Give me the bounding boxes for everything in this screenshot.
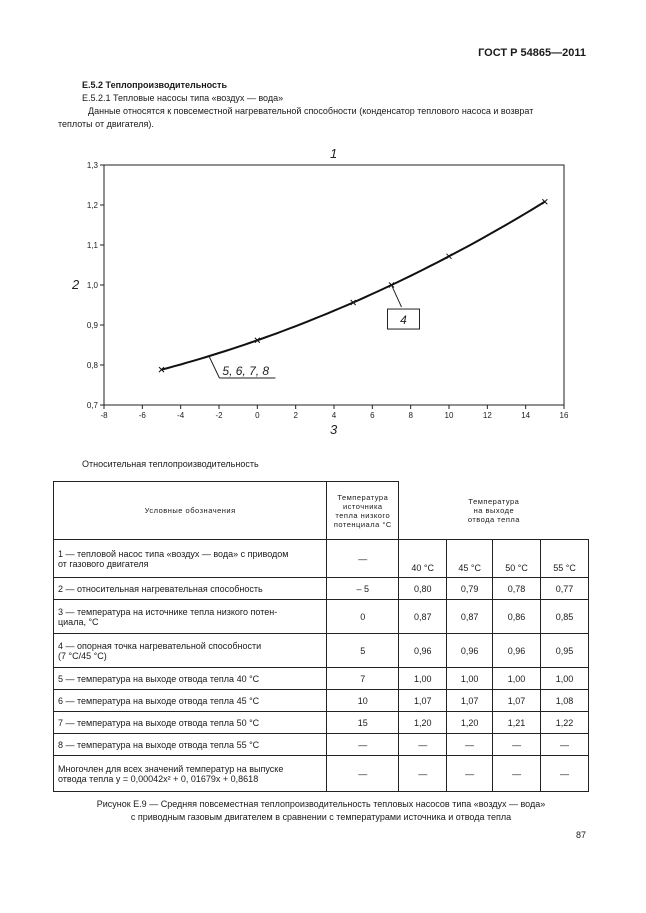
x-tick-label: 16 xyxy=(559,411,569,420)
header-line: источника xyxy=(342,501,383,511)
x-tick-label: 12 xyxy=(482,411,492,420)
row-source-temperature: – 5 xyxy=(327,578,399,600)
row-capacity-value: — xyxy=(399,734,447,756)
row-capacity-value: — xyxy=(541,734,589,756)
x-tick-label: 2 xyxy=(293,411,298,420)
row-capacity-value: 0,77 xyxy=(541,578,589,600)
row-designation: 8 — температура на выходе отвода тепла 55 °С xyxy=(54,734,327,756)
table-row xyxy=(54,712,589,734)
row-source-temperature: 7 xyxy=(327,668,399,690)
row-capacity-value: 0,85 xyxy=(541,600,589,634)
row-source-temperature: 10 xyxy=(327,690,399,712)
row-designation: 4 — опорная точка нагревательной способности (7 °С/45 °С) xyxy=(54,634,327,668)
header-line: тепла низкого xyxy=(335,510,391,520)
row-capacity-value: 1,07 xyxy=(399,690,447,712)
row-capacity-value: — xyxy=(447,756,493,792)
subheader-temperature: 55 °С xyxy=(541,540,589,578)
table-row xyxy=(54,734,589,756)
x-tick-label: 8 xyxy=(408,411,413,420)
row-capacity-value: 0,96 xyxy=(447,634,493,668)
header-outlet-temperature xyxy=(399,482,589,540)
header-line: потенциала °С xyxy=(333,519,392,529)
plot-frame xyxy=(104,165,564,405)
header-designations: Условные обозначения xyxy=(54,482,327,540)
y-tick-label: 0,8 xyxy=(86,361,98,370)
figure-caption-line: Рисунок Е.9 — Средняя повсеместная теплопроизводительность тепловых насосов типа «воздух — вода» xyxy=(96,799,546,809)
table-row xyxy=(54,634,589,668)
x-tick-label: -2 xyxy=(215,411,223,420)
row-source-temperature: — xyxy=(327,540,399,578)
y-tick-label: 1,1 xyxy=(86,241,98,250)
callout-label-4: 4 xyxy=(400,313,407,328)
row-capacity-value: — xyxy=(493,756,541,792)
y-tick-label: 1,2 xyxy=(86,201,98,210)
callout-label-5-8: 5, 6, 7, 8 xyxy=(222,364,270,379)
series-line xyxy=(162,202,545,370)
row-capacity-value: 1,21 xyxy=(493,712,541,734)
section-title: Е.5.2 Теплопроизводительность xyxy=(82,80,228,90)
x-tick-label: 4 xyxy=(331,411,337,420)
x-tick-label: -8 xyxy=(100,411,108,420)
x-tick-label: 6 xyxy=(370,411,375,420)
figure-caption xyxy=(53,798,589,824)
x-axis-label: 3 xyxy=(330,422,338,437)
row-capacity-value: 1,00 xyxy=(447,668,493,690)
table-caption: Относительная теплопроизводительность xyxy=(82,459,259,469)
row-capacity-value: 0,86 xyxy=(493,600,541,634)
row-capacity-value: 0,96 xyxy=(399,634,447,668)
row-capacity-value: 0,79 xyxy=(447,578,493,600)
table-row xyxy=(54,690,589,712)
row-designation: 7 — температура на выходе отвода тепла 50 °С xyxy=(54,712,327,734)
row-capacity-value: 1,00 xyxy=(541,668,589,690)
subsection-title: Е.5.2.1 Тепловые насосы типа «воздух — вода» xyxy=(82,93,284,103)
row-capacity-value: 1,20 xyxy=(399,712,447,734)
table-row xyxy=(54,668,589,690)
row-designation: Многочлен для всех значений температур на выпуске отвода тепла y = 0,00042x² + 0, 01679x + 0,8618 xyxy=(54,756,327,792)
row-capacity-value: — xyxy=(399,756,447,792)
row-capacity-value: 0,87 xyxy=(447,600,493,634)
row-capacity-value: 0,80 xyxy=(399,578,447,600)
y-axis-label: 2 xyxy=(72,277,80,292)
subheader-temperature: 45 °С xyxy=(447,540,493,578)
row-designation: 5 — температура на выходе отвода тепла 40 °С xyxy=(54,668,327,690)
legend-table xyxy=(53,481,589,792)
row-capacity-value: 1,07 xyxy=(447,690,493,712)
x-tick-label: 14 xyxy=(521,411,531,420)
heating-capacity-chart xyxy=(60,140,580,440)
header-line: Температура xyxy=(337,492,389,502)
row-capacity-value: 1,00 xyxy=(399,668,447,690)
row-capacity-value: 1,08 xyxy=(541,690,589,712)
row-capacity-value: 1,22 xyxy=(541,712,589,734)
row-capacity-value: 0,87 xyxy=(399,600,447,634)
page-number: 87 xyxy=(575,830,586,840)
table-header-row xyxy=(54,482,589,540)
row-source-temperature: 0 xyxy=(327,600,399,634)
callout-leader xyxy=(209,357,219,378)
header-line: на выходе xyxy=(473,505,515,515)
table-row xyxy=(54,578,589,600)
subheader-temperature: 40 °С xyxy=(399,540,447,578)
header-line: Температура xyxy=(468,496,520,506)
row-capacity-value: 1,00 xyxy=(493,668,541,690)
header-line: отвода тепла xyxy=(467,514,520,524)
y-tick-label: 0,9 xyxy=(86,321,98,330)
row-designation: 3 — температура на источнике тепла низкого потен- циала, °С xyxy=(54,600,327,634)
row-source-temperature: — xyxy=(327,756,399,792)
subheader-temperature: 50 °С xyxy=(493,540,541,578)
x-tick-label: -6 xyxy=(138,411,146,420)
y-tick-label: 1,3 xyxy=(86,161,98,170)
row-capacity-value: — xyxy=(493,734,541,756)
x-tick-label: 0 xyxy=(255,411,260,420)
row-capacity-value: 0,95 xyxy=(541,634,589,668)
chart-title: 1 xyxy=(330,146,338,161)
callout-leader xyxy=(392,285,402,307)
table-row xyxy=(54,600,589,634)
description-line: теплоты от двигателя). xyxy=(58,119,154,129)
row-capacity-value: — xyxy=(541,756,589,792)
table-subheader-row xyxy=(54,540,589,578)
table-row xyxy=(54,756,589,792)
x-tick-label: 10 xyxy=(444,411,454,420)
row-source-temperature: 5 xyxy=(327,634,399,668)
header-source-temperature xyxy=(327,482,399,540)
figure-caption-line: с приводным газовым двигателем в сравнении с температурами источника и отвода тепла xyxy=(130,812,512,822)
y-tick-label: 0,7 xyxy=(86,401,98,410)
row-designation: 1 — тепловой насос типа «воздух — вода» с приводом от газового двигателя xyxy=(54,540,327,578)
x-tick-label: -4 xyxy=(177,411,185,420)
row-capacity-value: 0,78 xyxy=(493,578,541,600)
row-capacity-value: 1,20 xyxy=(447,712,493,734)
row-capacity-value: — xyxy=(447,734,493,756)
row-designation: 6 — температура на выходе отвода тепла 45 °С xyxy=(54,690,327,712)
row-designation: 2 — относительная нагревательная способность xyxy=(54,578,327,600)
y-tick-label: 1,0 xyxy=(86,281,98,290)
row-source-temperature: — xyxy=(327,734,399,756)
standard-number: ГОСТ Р 54865—2011 xyxy=(478,47,586,59)
section-description xyxy=(58,105,592,131)
row-capacity-value: 1,07 xyxy=(493,690,541,712)
row-source-temperature: 15 xyxy=(327,712,399,734)
row-capacity-value: 0,96 xyxy=(493,634,541,668)
description-line: Данные относятся к повсеместной нагревательной способности (конденсатор теплового насоса и возврат xyxy=(88,106,534,116)
